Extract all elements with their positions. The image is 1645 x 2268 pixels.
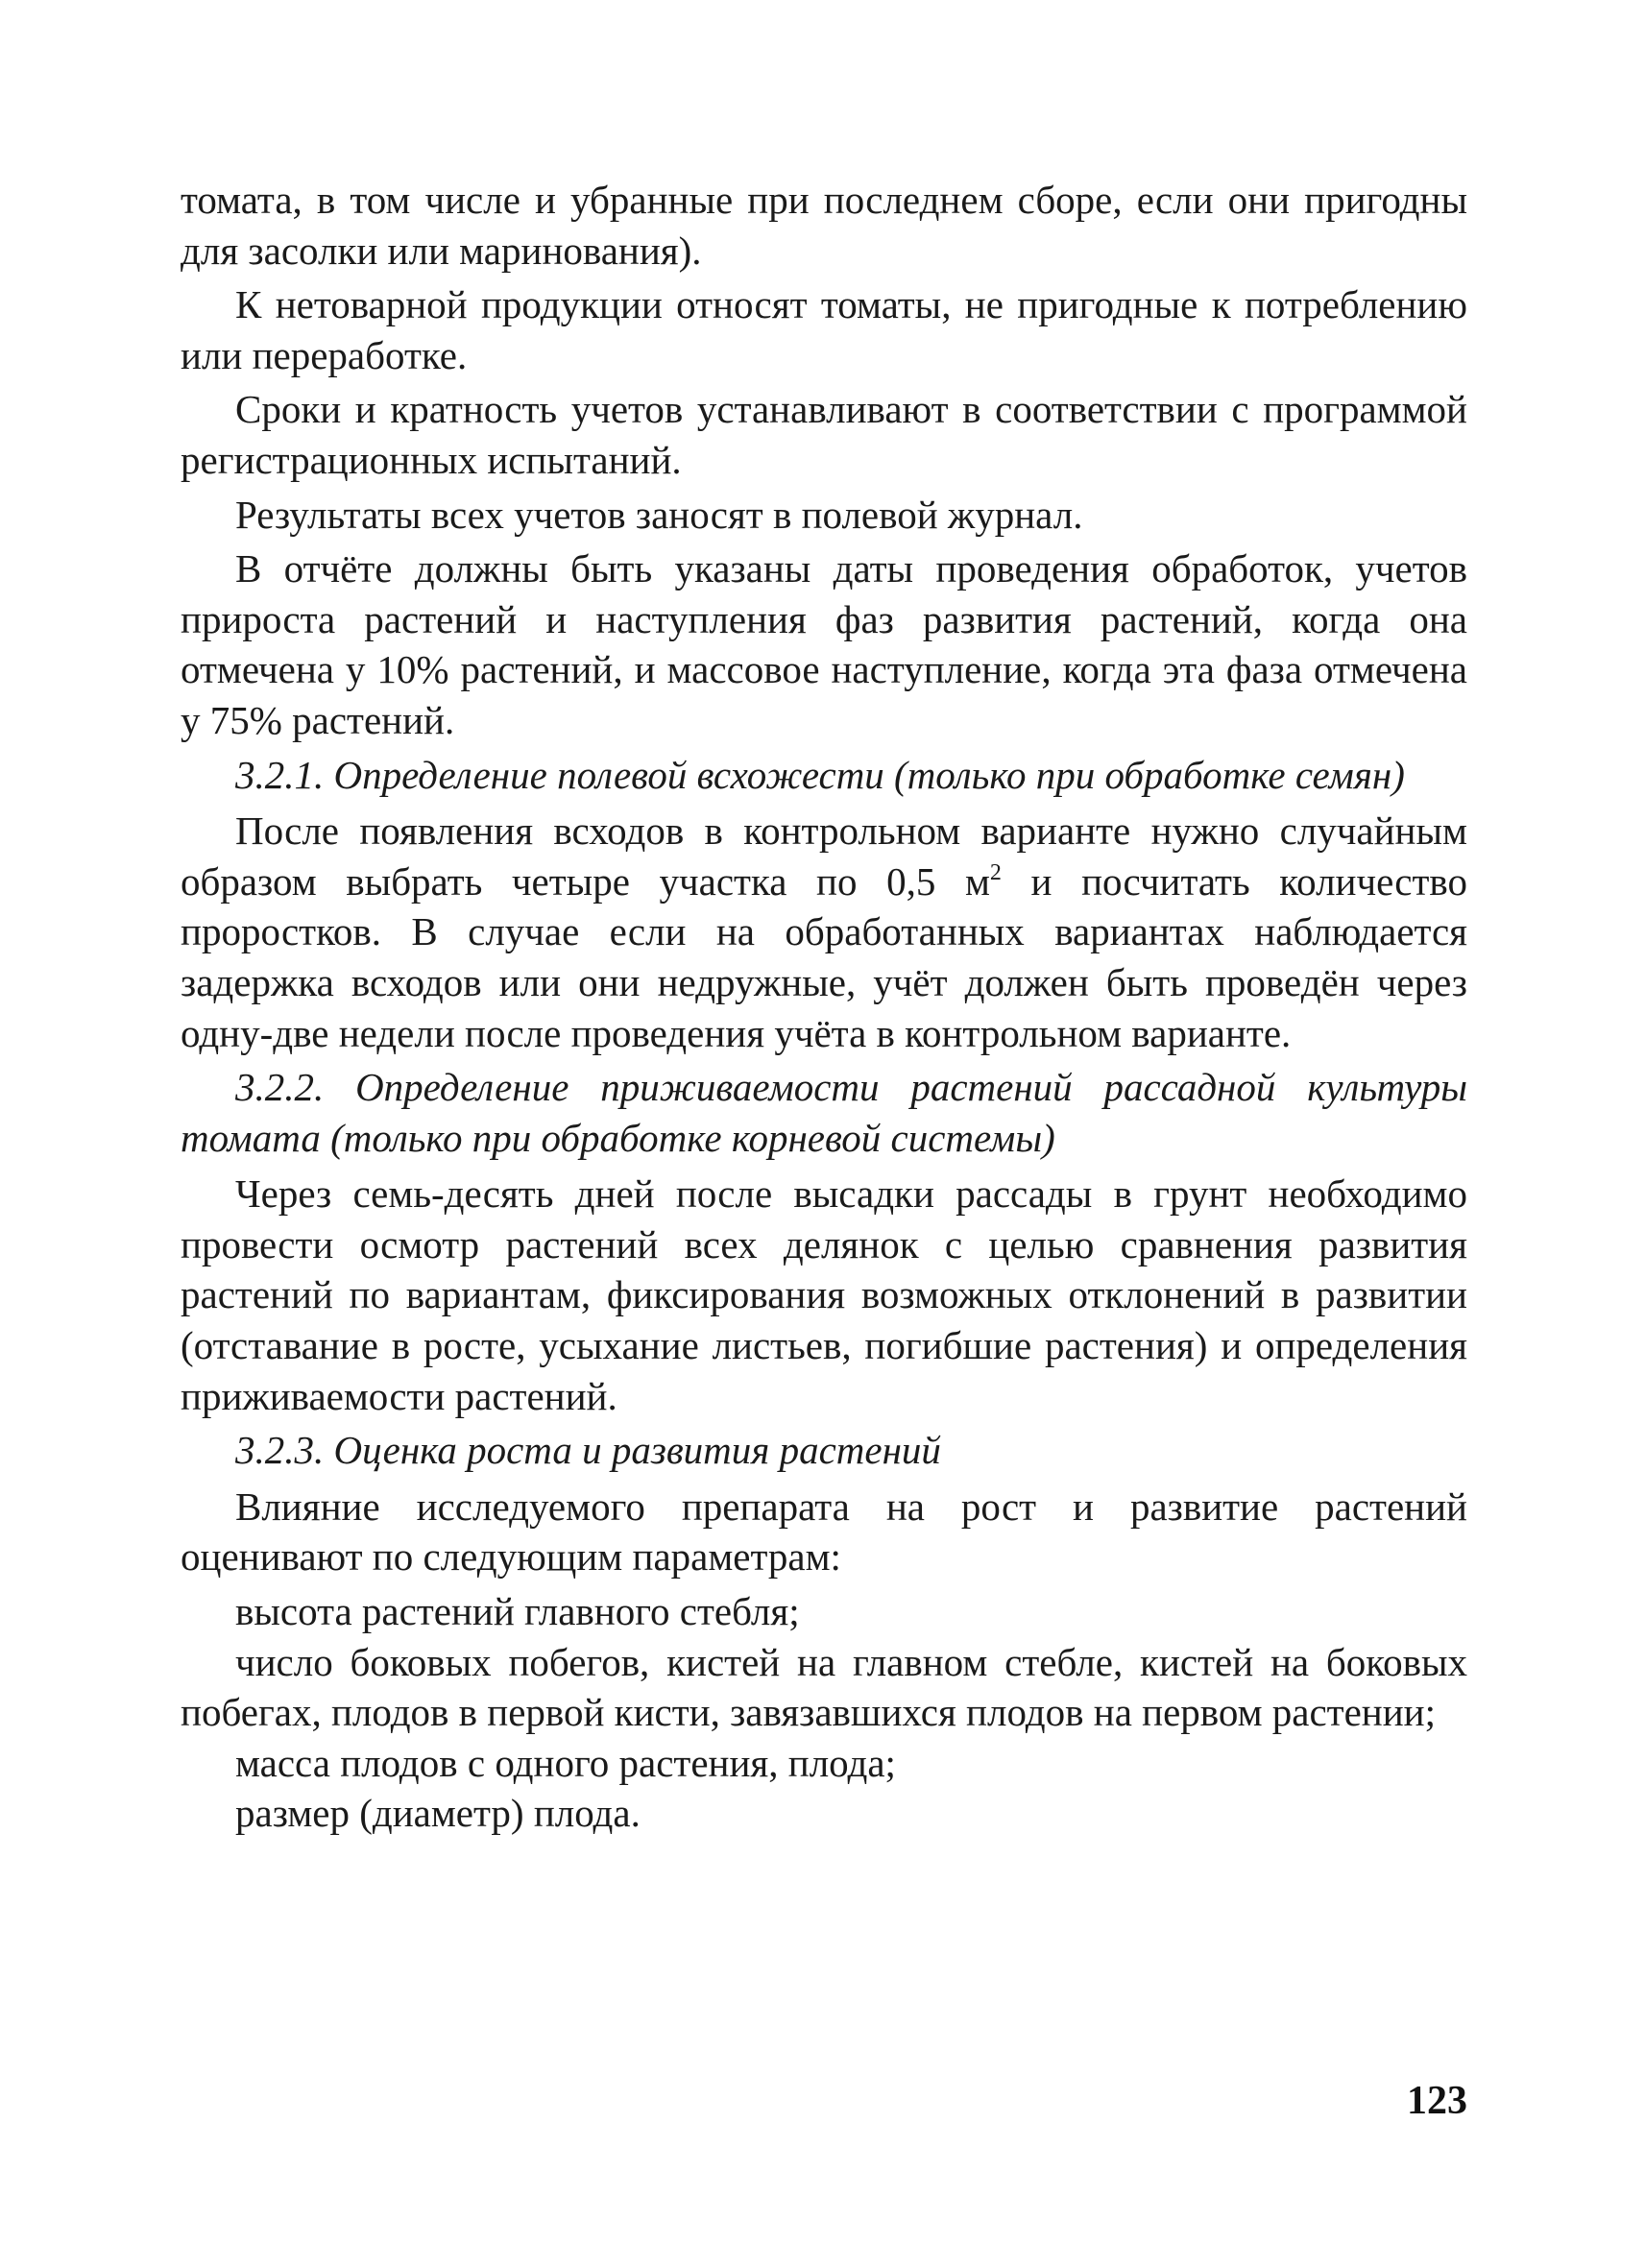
paragraph-nonmarketable: К нетоварной продукции относят томаты, не пригодные к потреблению или переработке. xyxy=(181,282,1467,377)
superscript-2: 2 xyxy=(989,859,1002,885)
list-item: число боковых побегов, кистей на главном стебле, кистей на боковых побегах, плодов в первой кисти, завязавшихся плодов на первом растении; xyxy=(181,1639,1467,1735)
document-page xyxy=(181,175,1467,1839)
list-item: высота растений главного стебля; xyxy=(235,1589,800,1634)
germination-text-end: и посчитать количество проростков. В случае если на обработанных вариантах наблюдается задержка всходов или они недружные, учёт должен быть проведён через одну-две недели после проведения учёта в контрольном варианте. xyxy=(181,858,1467,1055)
list-item: масса плодов с одного растения, плода; xyxy=(235,1740,896,1785)
section-heading-growth: 3.2.3. Оценка роста и развития растений xyxy=(235,1428,941,1473)
section-heading-survival: 3.2.2. Определение приживаемости растений рассадной культуры томата (только при обработке корневой системы) xyxy=(181,1065,1467,1160)
paragraph-report: В отчёте должны быть указаны даты проведения обработок, учетов прироста растений и наступления фаз развития растений, когда она отмечена у 10% растений, и массовое наступление, когда эта фаза отмечена у 75% растений. xyxy=(181,546,1467,742)
list-item: размер (диаметр) плода. xyxy=(235,1791,641,1836)
germination-text-start: После появления всходов в контрольном варианте нужно случайным образом выбрать четыре участка по 0,5 м xyxy=(181,808,1467,904)
paragraph-survival: Через семь-десять дней после высадки рассады в грунт необходимо провести осмотр растений всех делянок с целью сравнения развития растений по вариантам, фиксирования возможных отклонений в развитии (отставание в росте, усыхание листьев, погибшие растения) и определения приживаемости растений. xyxy=(181,1171,1467,1418)
paragraph-journal: Результаты всех учетов заносят в полевой журнал. xyxy=(235,492,1083,537)
paragraph-continuation: томата, в том числе и убранные при последнем сборе, если они пригодны для засолки или маринования). xyxy=(181,178,1467,273)
paragraph-growth: Влияние исследуемого препарата на рост и развитие растений оценивают по следующим параметрам: xyxy=(181,1484,1467,1580)
section-heading-germination: 3.2.1. Определение полевой всхожести (только при обработке семян) xyxy=(235,752,1405,797)
paragraph-timing: Сроки и кратность учетов устанавливают в соответствии с программой регистрационных испытаний. xyxy=(181,387,1467,482)
paragraph-germination xyxy=(181,806,1467,1058)
page-number: 123 xyxy=(1407,2079,1467,2123)
